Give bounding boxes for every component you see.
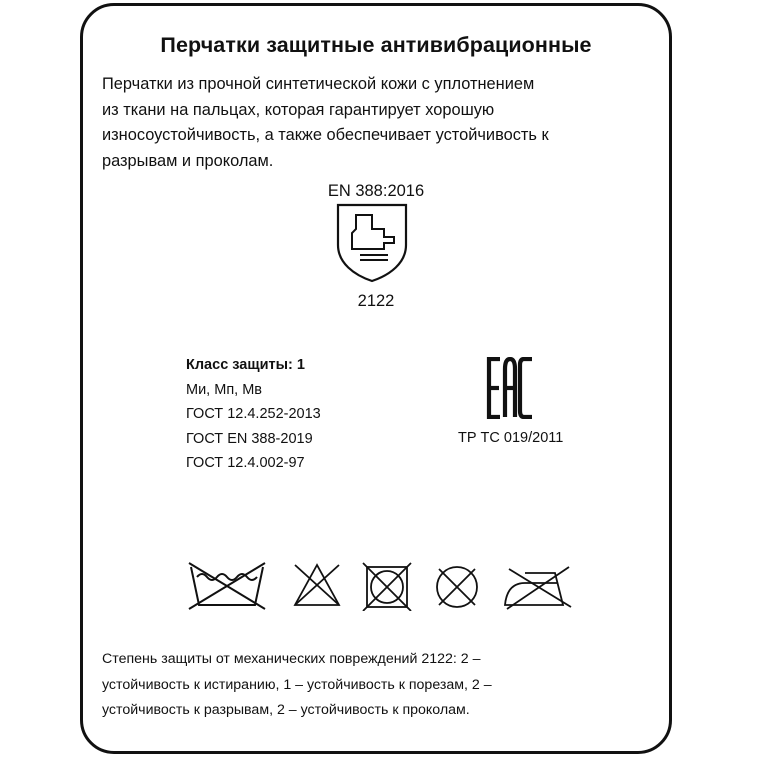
- spec-line: ГОСТ 12.4.002-97: [186, 455, 305, 471]
- care-symbols-row: [185, 559, 685, 611]
- spec-line: ГОСТ 12.4.252-2013: [186, 406, 321, 422]
- protection-class: Класс защиты: 1: [186, 357, 305, 373]
- eac-mark-icon: [486, 357, 542, 419]
- legend-line: устойчивость к истиранию, 1 – устойчивость к порезам, 2 –: [102, 676, 492, 693]
- no-iron-icon: [505, 567, 571, 609]
- no-bleach-icon: [295, 565, 339, 605]
- protection-legend: [102, 647, 492, 724]
- no-wash-icon: [189, 563, 265, 609]
- en-standard-label: EN 388:2016: [327, 182, 425, 200]
- product-title: Перчатки защитные антивибрационные: [160, 33, 592, 57]
- product-description: [102, 72, 662, 174]
- no-dry-clean-icon: [437, 567, 477, 607]
- description-line: разрывам и проколам.: [102, 151, 274, 170]
- description-line: Перчатки из прочной синтетической кожи с уплотнением: [102, 75, 535, 93]
- spec-line: ГОСТ EN 388-2019: [186, 430, 313, 447]
- no-tumble-dry-icon: [363, 563, 411, 611]
- specifications-block: [186, 353, 321, 476]
- mechanical-risk-shield-icon: [332, 201, 412, 285]
- tr-ts-regulation: ТР ТС 019/2011: [458, 430, 564, 446]
- description-line: из ткани на пальцах, которая гарантирует хорошую: [102, 100, 495, 119]
- protection-code: 2122: [357, 292, 395, 310]
- legend-line: Степень защиты от механических повреждений 2122: 2 –: [102, 651, 481, 667]
- spec-line: Ми, Мп, Мв: [186, 381, 263, 398]
- legend-line: устойчивость к разрывам, 2 – устойчивость к проколам.: [102, 702, 470, 718]
- description-line: износоустойчивость, а также обеспечивает устойчивость к: [102, 126, 549, 144]
- product-label-card: [80, 3, 672, 754]
